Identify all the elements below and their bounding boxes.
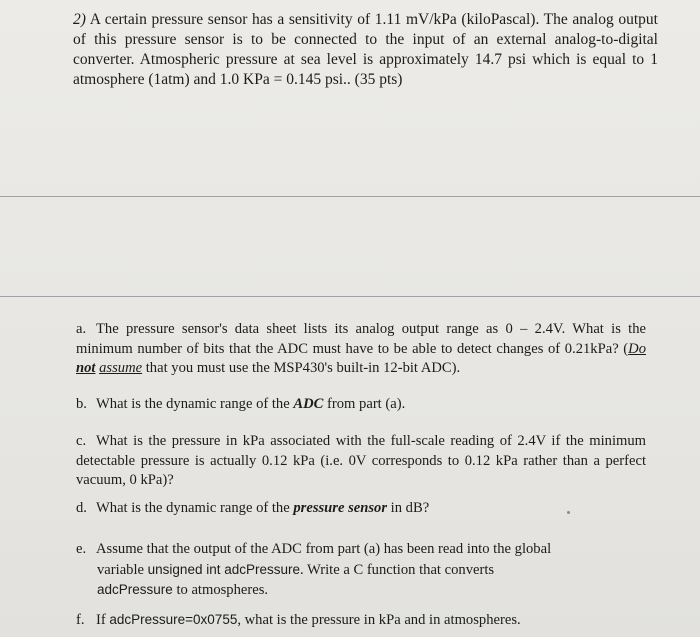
question-text: If: [96, 612, 110, 628]
question-text-line-2: variable: [97, 561, 148, 578]
question-text-line-1: Assume that the output of the ADC from part (a) has been read into the global: [96, 541, 552, 557]
problem-number: 2): [73, 11, 86, 28]
question-text: What is the dynamic range of the: [96, 500, 294, 516]
question-label: a.: [76, 321, 87, 337]
question-label: d.: [76, 500, 87, 516]
question-d: [76, 499, 636, 519]
question-text-end: , what is the pressure in kPa and in atmospheres.: [237, 612, 521, 628]
question-text: The pressure sensor's data sheet lists its analog output range as 0 – 2.4V. What is the minimum number of bits that the ADC must have to be able to detect changes of 0.21kPa? (: [76, 321, 646, 357]
code-variable-name: adcPressure: [97, 582, 173, 597]
question-text-end: that you must use the MSP430's built-in 12-bit ADC).: [142, 360, 461, 376]
code-expression: adcPressure=0x0755: [109, 612, 238, 627]
question-text-end: in dB?: [387, 500, 430, 516]
question-label: e.: [76, 541, 87, 557]
emphasis: pressure sensor: [293, 500, 388, 516]
question-label: b.: [76, 396, 87, 412]
question-text-end: from part (a).: [323, 396, 406, 412]
emphasis-not: not: [76, 360, 96, 376]
answer-space-divider-top: [0, 196, 700, 197]
problem-text: A certain pressure sensor has a sensitivity of 1.11 mV/kPa (kiloPascal). The analog output of this pressure sensor is to be connected to the input of an external analog-to-digital converter. Atmospheric pressure at sea level is approximately 14.7 psi which is equal to 1 atmosphere (1atm) and 1.0 KPa = 0.145 psi.. (35 pts): [73, 11, 658, 88]
question-e: [76, 540, 636, 601]
question-text: What is the pressure in kPa associated with the full-scale reading of 2.4V if the minimum detectable pressure is actually 0.12 kPa (i.e. 0V corresponds to 0.12 kPa rather than a perfect vacuum, 0 kPa)?: [76, 433, 646, 488]
emphasis: ADC: [293, 396, 324, 412]
question-text-line-3-end: to atmospheres.: [172, 582, 269, 598]
code-variable-declaration: unsigned int adcPressure: [147, 561, 300, 577]
question-text-line-2-end: . Write a C function that converts: [300, 561, 495, 578]
answer-space-divider-bottom: [0, 296, 700, 297]
question-label: c.: [76, 433, 87, 449]
question-b: [76, 395, 636, 415]
problem-statement: [73, 10, 658, 90]
question-text: What is the dynamic range of the: [96, 396, 294, 412]
emphasis: Do: [628, 340, 646, 357]
emphasis: assume: [99, 360, 143, 376]
question-a: [76, 320, 646, 379]
question-c: [76, 432, 646, 491]
stray-mark: [567, 511, 570, 514]
question-f: [76, 610, 636, 631]
question-label: f.: [76, 612, 85, 628]
